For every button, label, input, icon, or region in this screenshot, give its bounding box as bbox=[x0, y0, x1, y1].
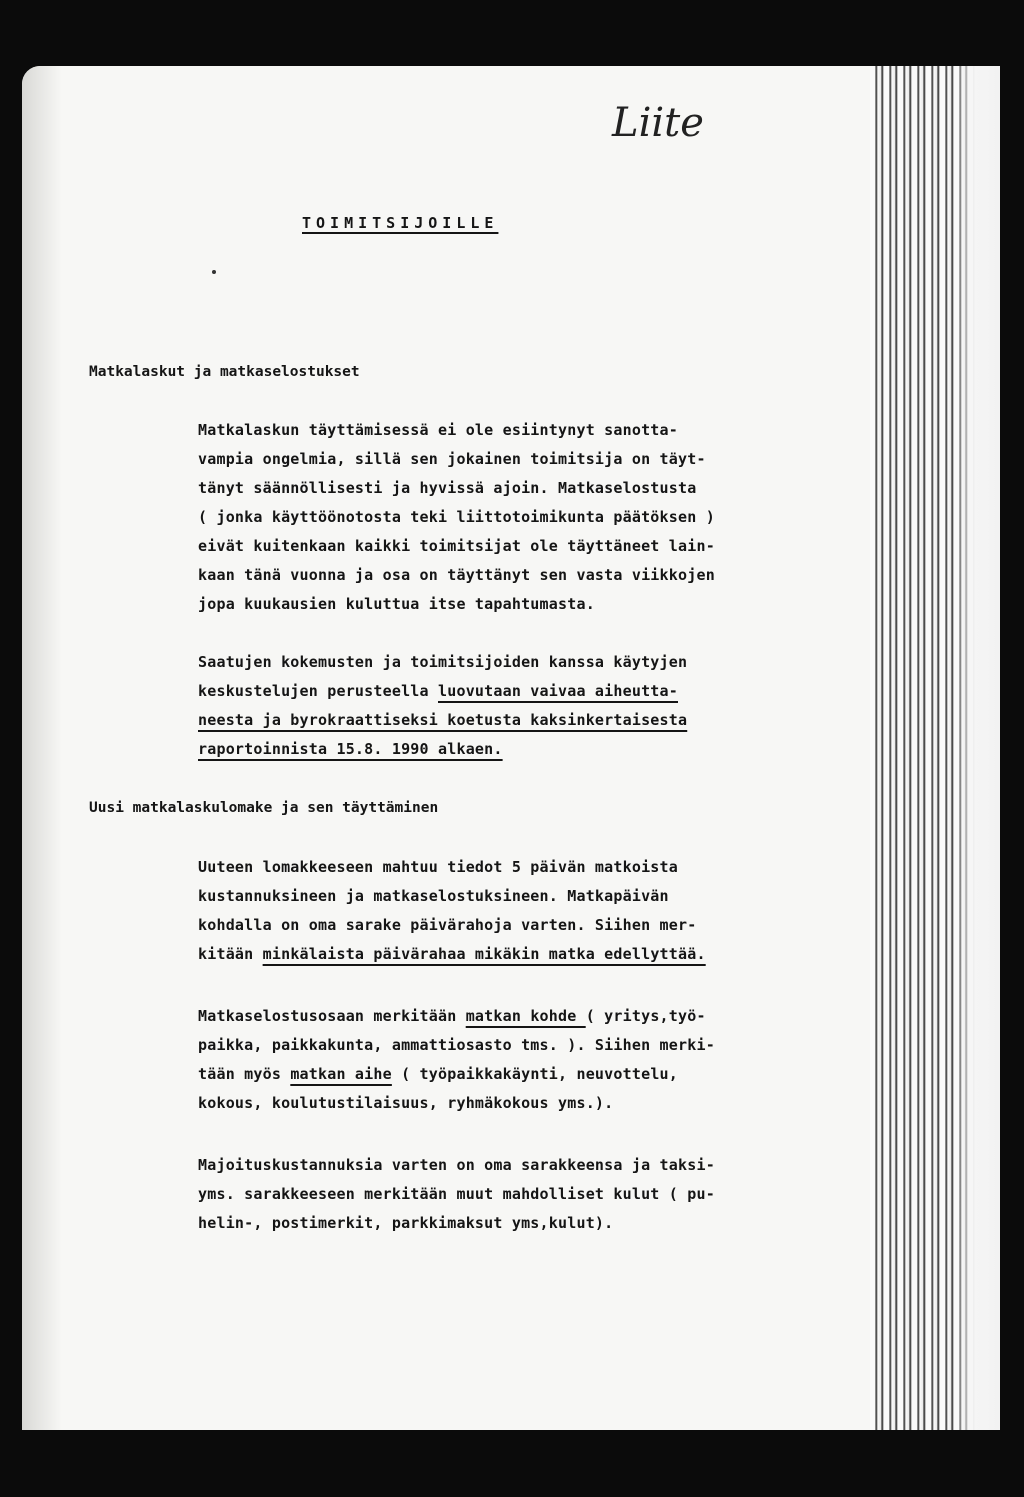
paragraph-line bbox=[198, 1002, 706, 1031]
paragraph-line: Matkalaskun täyttämisessä ei ole esiintynyt sanotta- bbox=[198, 421, 678, 439]
paragraph-line: Uuteen lomakkeeseen mahtuu tiedot 5 päivän matkoista bbox=[198, 858, 678, 876]
paragraph-line bbox=[198, 940, 706, 969]
paragraph-line: tänyt säännöllisesti ja hyvissä ajoin. Matkaselostusta bbox=[198, 479, 697, 497]
paragraph-line: jopa kuukausien kuluttua itse tapahtumasta. bbox=[198, 595, 595, 613]
underlined-text: matkan kohde bbox=[465, 1007, 586, 1025]
paragraph-line bbox=[198, 735, 503, 764]
ink-dot bbox=[212, 270, 216, 274]
underlined-text: matkan aihe bbox=[290, 1065, 392, 1083]
underlined-text: minkälaista päivärahaa mikäkin matka edellyttää. bbox=[262, 945, 706, 963]
paragraph-line bbox=[198, 1060, 678, 1089]
underlined-text: neesta ja byrokraattiseksi koetusta kaksinkertaisesta bbox=[198, 711, 688, 729]
plain-text: ( työpaikkakäynti, neuvottelu, bbox=[391, 1065, 679, 1083]
plain-text: keskustelujen perusteella bbox=[198, 682, 438, 700]
book-page-edges-fade bbox=[958, 66, 1000, 1430]
paragraph-line: Majoituskustannuksia varten on oma sarakkeensa ja taksi- bbox=[198, 1156, 715, 1174]
plain-text: kitään bbox=[198, 945, 263, 963]
page-curl-shadow bbox=[22, 66, 62, 1430]
paragraph-line: ( jonka käyttöönotosta teki liittotoimikunta päätöksen ) bbox=[198, 508, 715, 526]
paragraph-line bbox=[198, 706, 687, 735]
paragraph-line: paikka, paikkakunta, ammattiosasto tms. ). Siihen merki- bbox=[198, 1036, 715, 1054]
underlined-text: luovutaan vaivaa aiheutta- bbox=[438, 682, 678, 700]
paragraph-line: kohdalla on oma sarake päivärahoja varten. Siihen mer- bbox=[198, 916, 697, 934]
paragraph-line: helin-, postimerkit, parkkimaksut yms,kulut). bbox=[198, 1214, 614, 1232]
paragraph-line: kaan tänä vuonna ja osa on täyttänyt sen vasta viikkojen bbox=[198, 566, 715, 584]
plain-text: tään myös bbox=[198, 1065, 291, 1083]
paragraph-line: yms. sarakkeeseen merkitään muut mahdolliset kulut ( pu- bbox=[198, 1185, 715, 1203]
section-heading-travel-claims: Matkalaskut ja matkaselostukset bbox=[89, 364, 360, 380]
document-title: TOIMITSIJOILLE bbox=[302, 214, 499, 232]
paragraph-line bbox=[198, 677, 678, 706]
paragraph-line: eivät kuitenkaan kaikki toimitsijat ole täyttäneet lain- bbox=[198, 537, 715, 555]
paragraph-line: kustannuksineen ja matkaselostuksineen. Matkapäivän bbox=[198, 887, 669, 905]
paragraph-line: Saatujen kokemusten ja toimitsijoiden kanssa käytyjen bbox=[198, 653, 688, 671]
underlined-text: raportoinnista 15.8. 1990 alkaen. bbox=[198, 740, 503, 758]
plain-text: ( yritys,työ- bbox=[585, 1007, 706, 1025]
handwritten-annotation: Liite bbox=[612, 100, 704, 146]
scan-border-bottom bbox=[0, 1430, 1024, 1497]
plain-text: Matkaselostusosaan merkitään bbox=[198, 1007, 466, 1025]
section-heading-new-form: Uusi matkalaskulomake ja sen täyttäminen bbox=[89, 800, 439, 816]
paragraph-line: vampia ongelmia, sillä sen jokainen toimitsija on täyt- bbox=[198, 450, 706, 468]
paragraph-line: kokous, koulutustilaisuus, ryhmäkokous yms.). bbox=[198, 1094, 614, 1112]
